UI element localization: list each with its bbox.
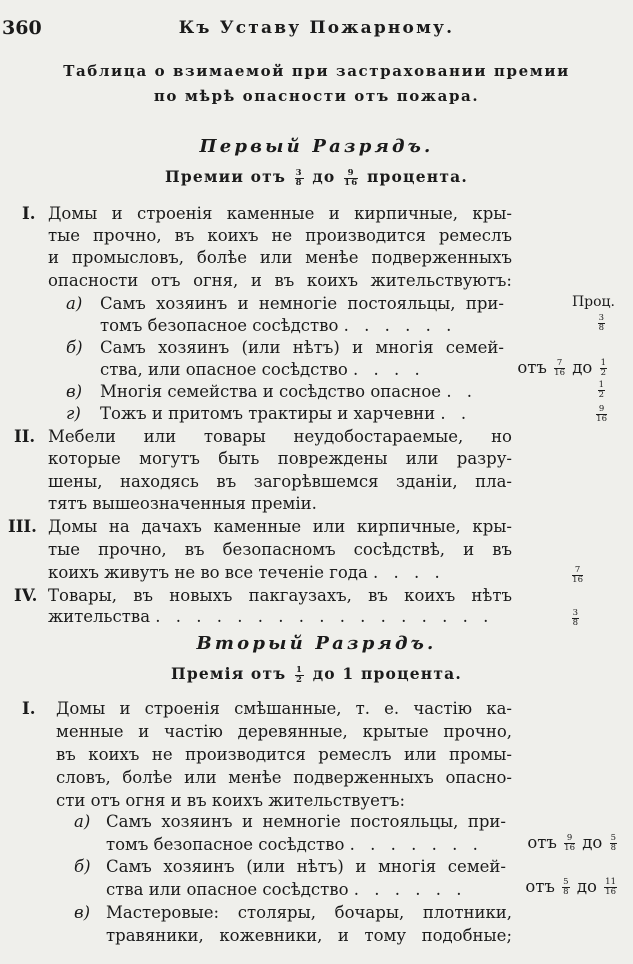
premium-mid: до 1 процента. xyxy=(312,664,462,683)
leader-dots: . . . . . . xyxy=(343,316,457,335)
item-line: жительства . . . . . . . . . . . . . . . . . xyxy=(48,607,494,626)
item-line: сти отъ огня и въ коихъ жительствуетъ: xyxy=(56,791,406,810)
running-title: Къ Уставу Пожарному. xyxy=(178,18,455,38)
sub-item-line: ства, или опасное сосѣдство . . . . xyxy=(100,360,425,379)
fraction: $\frac{7}{16}$ xyxy=(554,358,565,378)
sub-item-line: томъ безопасное сосѣдство . . . . . . . xyxy=(106,835,483,854)
sub-item-line: Тожъ и притомъ трактиры и харчевни . . xyxy=(100,404,472,423)
item-line: опасности отъ огня, и въ коихъ жительствуютъ: xyxy=(48,271,512,290)
item-numeral: II. xyxy=(14,427,36,446)
sub-item-line: Многія семейства и сосѣдство опасное . . xyxy=(100,382,478,401)
sub-item-line: ства или опасное сосѣдство . . . . . . xyxy=(106,880,467,899)
sub-item-line: Самъ хозяинъ и немногіе постояльцы, при- xyxy=(106,812,506,831)
section-2-premium-range xyxy=(0,664,633,685)
premium-prefix: Премія отъ xyxy=(171,664,287,683)
table-title-line-2: по мѣрѣ опасности отъ пожара. xyxy=(153,87,480,105)
item-line: Мебели или товары неудобостараемые, но xyxy=(48,427,512,446)
item-line: которые могутъ быть повреждены или разру- xyxy=(48,449,512,468)
premium-mid: до xyxy=(312,167,336,186)
fraction: $\frac{11}{16}$ xyxy=(605,877,616,897)
percent-column-label: Проц. xyxy=(571,294,615,310)
premium-suffix: процента. xyxy=(366,167,468,186)
fraction: $\frac{9}{16}$ xyxy=(564,833,575,853)
item-numeral: I. xyxy=(22,204,36,223)
leader-dots: . . . . xyxy=(353,360,425,379)
fraction: $\frac{9}{16}$ xyxy=(344,167,359,188)
item-line: коихъ живутъ не во все теченіе года . . . . xyxy=(48,563,445,582)
item-numeral: I. xyxy=(22,699,36,718)
leader-dots: . . . . xyxy=(373,563,445,582)
premium-range-value: отъ $\frac{5}{8}$ до $\frac{11}{16}$ xyxy=(525,877,616,897)
item-line: Домы и строенія каменные и кирпичные, кры- xyxy=(48,204,512,223)
sub-item-line: томъ безопасное сосѣдство . . . . . . xyxy=(100,316,457,335)
premium-value xyxy=(594,404,609,424)
section-1-heading: Первый Разрядъ. xyxy=(199,136,434,157)
fraction: $\frac{3}{8}$ xyxy=(598,313,604,333)
section-1-premium-range xyxy=(0,167,633,188)
item-line: тые прочно, въ безопасномъ сосѣдствѣ, и въ xyxy=(48,540,512,559)
sub-item-line: Самъ хозяинъ (или нѣтъ) и многія семей- xyxy=(100,338,504,357)
sub-item-letter: в) xyxy=(74,903,91,922)
fraction: $\frac{3}{8}$ xyxy=(295,167,303,188)
item-line: въ коихъ не производится ремеслъ или промы- xyxy=(56,745,512,764)
sub-item-letter: а) xyxy=(66,294,83,313)
fraction: $\frac{5}{8}$ xyxy=(563,877,569,897)
item-line: тые прочно, въ коихъ не производится ремеслъ xyxy=(48,226,512,245)
sub-item-line: Самъ хозяинъ (или нѣтъ) и многія семей- xyxy=(106,857,506,876)
premium-prefix: Премии отъ xyxy=(165,167,287,186)
sub-item-letter: б) xyxy=(74,857,91,876)
item-line: шены, находясь въ загорѣвшемся зданіи, пла- xyxy=(48,472,512,491)
fraction: $\frac{1}{2}$ xyxy=(600,358,606,378)
item-line: менные и частію деревянные, крытые прочно, xyxy=(56,722,512,741)
sub-item-letter: а) xyxy=(74,812,91,831)
item-line: Домы и строенія смѣшанные, т. е. частію ка- xyxy=(56,699,512,718)
item-numeral: IV. xyxy=(14,586,38,605)
fraction: $\frac{1}{2}$ xyxy=(295,664,304,685)
item-line: Домы на дачахъ каменные или кирпичные, кры- xyxy=(48,517,512,536)
leader-dots: . . xyxy=(440,404,472,423)
premium-value xyxy=(596,313,607,333)
premium-value xyxy=(570,565,585,585)
leader-dots: . . . . . . . xyxy=(349,835,483,854)
sub-item-line: травяники, кожевники, и тому подобные; xyxy=(106,926,512,945)
page-number: 360 xyxy=(2,17,42,39)
fraction: $\frac{3}{8}$ xyxy=(572,608,578,628)
sub-item-letter: б) xyxy=(66,338,83,357)
sub-item-letter: г) xyxy=(66,404,81,423)
fraction: $\frac{9}{16}$ xyxy=(596,404,607,424)
sub-item-line: Самъ хозяинъ и немногіе постояльцы, при- xyxy=(100,294,504,313)
sub-item-line: Мастеровые: столяры, бочары, плотники, xyxy=(106,903,512,922)
item-line: и промысловъ, болѣе или менѣе подверженныхъ xyxy=(48,248,512,267)
item-numeral: III. xyxy=(8,517,37,536)
fraction: $\frac{7}{16}$ xyxy=(572,565,583,585)
leader-dots: . . xyxy=(446,382,478,401)
item-line: Товары, въ новыхъ пакгаузахъ, въ коихъ нѣтъ xyxy=(48,586,512,605)
table-title-line-1: Таблица о взимаемой при застраховании премии xyxy=(63,62,570,80)
premium-value xyxy=(596,380,607,400)
premium-range-value: отъ $\frac{9}{16}$ до $\frac{5}{8}$ xyxy=(527,833,616,853)
leader-dots: . . . . . . xyxy=(353,880,467,899)
fraction: $\frac{5}{8}$ xyxy=(610,833,616,853)
sub-item-letter: в) xyxy=(66,382,83,401)
item-line: словъ, болѣе или менѣе подверженныхъ опасно- xyxy=(56,768,512,787)
premium-value xyxy=(570,608,581,628)
leader-dots: . . . . . . . . . . . . . . . . . xyxy=(155,607,494,626)
section-2-heading: Вторый Разрядъ. xyxy=(196,633,437,654)
premium-range-value: отъ $\frac{7}{16}$ до $\frac{1}{2}$ xyxy=(517,358,606,378)
fraction: $\frac{1}{2}$ xyxy=(598,380,604,400)
item-line: тятъ вышеозначенныя премiи. xyxy=(48,494,317,513)
